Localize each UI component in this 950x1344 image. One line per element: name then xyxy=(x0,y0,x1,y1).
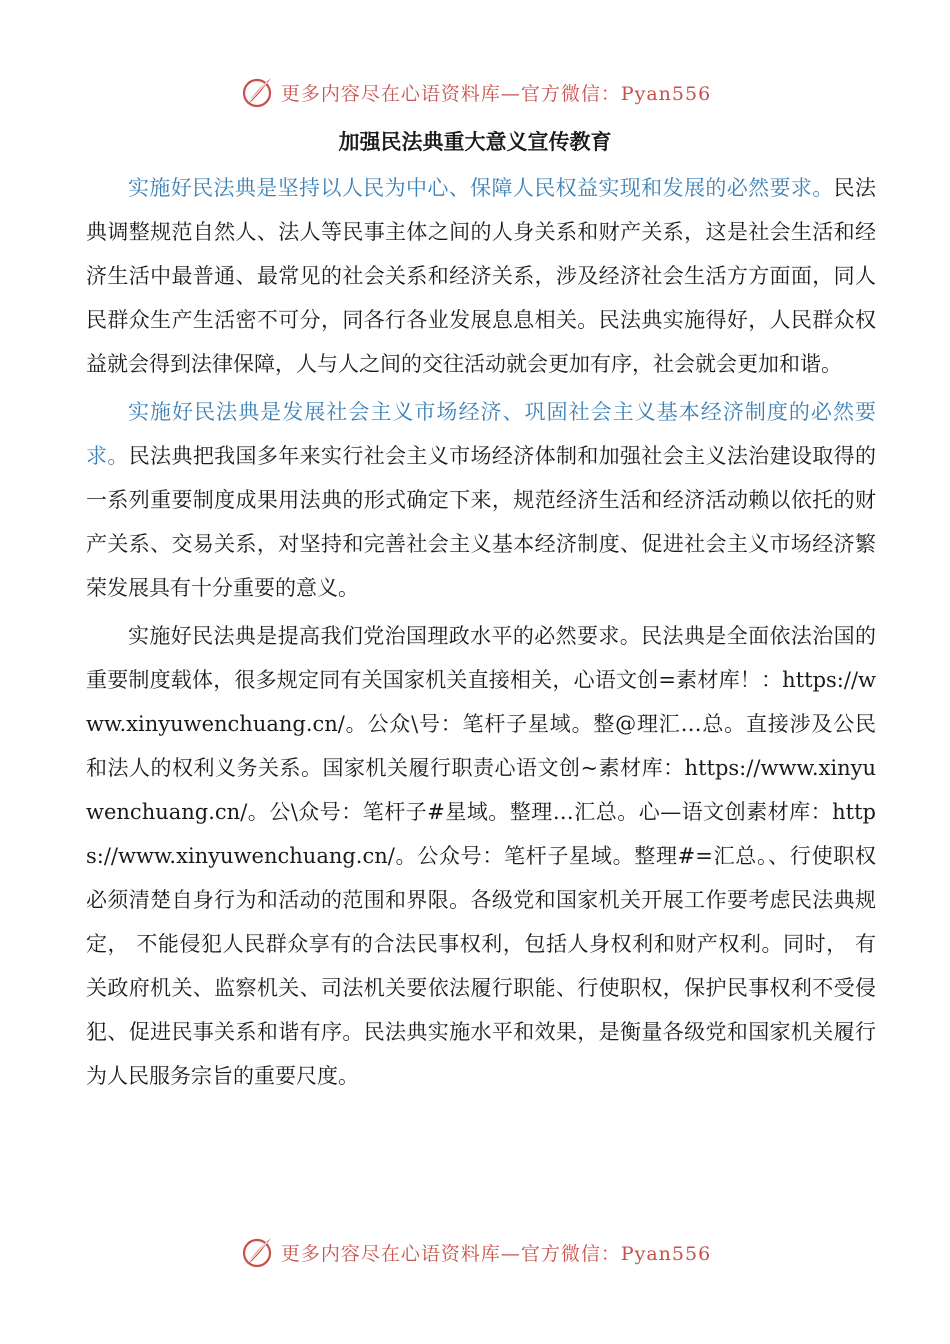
paragraph-1-lead: 实施好民法典是坚持以人民为中心、保障人民权益实现和发展的必然要求。 xyxy=(128,176,834,200)
feather-circle-logo-icon xyxy=(239,1234,275,1270)
paragraph-3 xyxy=(86,614,876,1098)
header-banner-text: 更多内容尽在心语资料库—官方微信：Pyan556 xyxy=(280,82,712,105)
paragraph-3-text: 实施好民法典是提高我们党治国理政水平的必然要求。民法典是全面依法治国的重要制度载体，很多规定同有关国家机关直接相关，心语文创=素材库！：https://www.xinyuwenchuang.cn/。公众\号：笔杆子星域。整@理汇…总。直接涉及公民和法人的权利义务关系。国家机关履行职责心语文创~素材库：https://www.xinyuwenchuang.cn/。公\众号：笔杆子#星域。整理…汇总。心—语文创素材库：https://www.xinyuwenchuang.cn/。公众号：笔杆子星域。整理#=汇总。、行使职权必须清楚自身行为和活动的范围和界限。各级党和国家机关开展工作要考虑民法典规定， 不能侵犯人民群众享有的合法民事权利，包括人身权利和财产权利。同时， 有关政府机关、监察机关、司法机关要依法履行职能、行使职权，保护民事权利不受侵犯、促进民事关系和谐有序。民法典实施水平和效果，是衡量各级党和国家机关履行为人民服务宗旨的重要尺度。 xyxy=(86,624,876,1088)
footer-banner-text: 更多内容尽在心语资料库—官方微信：Pyan556 xyxy=(280,1242,712,1265)
document-title: 加强民法典重大意义宣传教育 xyxy=(338,130,612,154)
header-banner xyxy=(0,72,950,112)
paragraph-2-lead: 实施好民法典是发展社会主义市场经济、巩固社会主义基本经济制度的必然要求。 xyxy=(86,400,876,468)
footer-banner xyxy=(0,1232,950,1272)
paragraph-2 xyxy=(86,390,876,610)
paragraph-1-text: 民法典调整规范自然人、法人等民事主体之间的人身关系和财产关系，这是社会生活和经济生活中最普通、最常见的社会关系和经济关系，涉及经济社会生活方方面面，同人民群众生产生活密不可分，同各行各业发展息息相关。民法典实施得好，人民群众权益就会得到法律保障，人与人之间的交往活动就会更加有序，社会就会更加和谐。 xyxy=(86,176,877,376)
document-body xyxy=(86,166,876,1102)
paragraph-2-text: 民法典把我国多年来实行社会主义市场经济体制和加强社会主义法治建设取得的一系列重要制度成果用法典的形式确定下来，规范经济生活和经济活动赖以依托的财产关系、交易关系，对坚持和完善社会主义基本经济制度、促进社会主义市场经济繁荣发展具有十分重要的意义。 xyxy=(86,444,877,600)
feather-circle-logo-icon xyxy=(239,74,275,110)
paragraph-1 xyxy=(86,166,876,386)
